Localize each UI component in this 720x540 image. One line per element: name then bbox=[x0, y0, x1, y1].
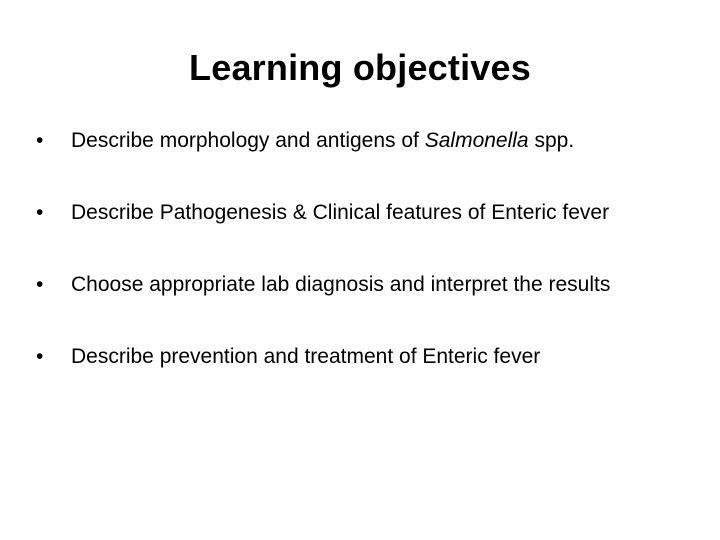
objective-text-before: Describe morphology and antigens of bbox=[71, 129, 425, 152]
bullet-icon: • bbox=[36, 345, 44, 368]
bullet-icon: • bbox=[36, 273, 44, 296]
objective-text-after: spp. bbox=[528, 129, 575, 152]
objective-text: Choose appropriate lab diagnosis and interpret the results bbox=[71, 273, 611, 296]
objective-item bbox=[36, 272, 670, 298]
bullet-icon: • bbox=[36, 129, 44, 152]
objective-item bbox=[36, 128, 670, 154]
bullet-icon: • bbox=[36, 201, 44, 224]
objective-text: Describe Pathogenesis & Clinical features of Enteric fever bbox=[71, 201, 610, 224]
objective-text-emphasis: Salmonella bbox=[424, 129, 529, 152]
objective-item bbox=[36, 344, 670, 370]
objective-text: Describe prevention and treatment of Enteric fever bbox=[71, 345, 541, 368]
slide-title: Learning objectives bbox=[189, 47, 531, 88]
objective-item bbox=[36, 200, 670, 226]
objectives-list bbox=[36, 128, 670, 416]
